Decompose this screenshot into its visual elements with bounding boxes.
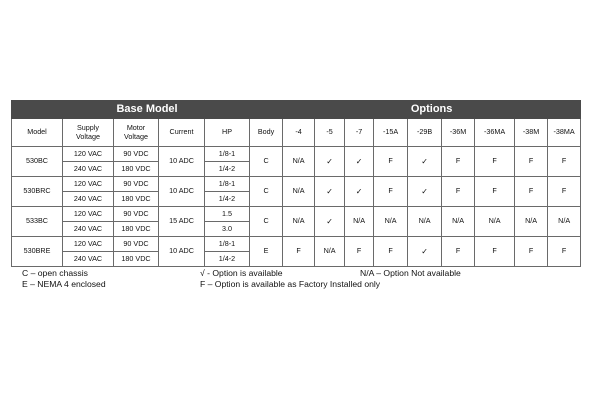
supply-voltage-cell: 120 VAC <box>63 177 114 192</box>
option-cell: F <box>475 177 515 207</box>
hp-cell: 1/8-1 <box>205 147 250 162</box>
body-cell: C <box>250 207 283 237</box>
option-cell: F <box>515 237 548 267</box>
column-header-text: Model <box>27 127 47 137</box>
option-cell: ✓ <box>315 177 345 207</box>
current-cell: 10 ADC <box>159 177 205 207</box>
column-header <box>12 119 63 147</box>
option-cell: N/A <box>315 237 345 267</box>
option-cell: F <box>374 177 408 207</box>
option-cell: F <box>283 237 315 267</box>
current-cell: 10 ADC <box>159 147 205 177</box>
body-cell: E <box>250 237 283 267</box>
option-cell: F <box>475 237 515 267</box>
option-cell: ✓ <box>315 147 345 177</box>
column-header-text: -38MA <box>553 127 575 137</box>
table-row <box>12 177 581 192</box>
table-row <box>12 147 581 162</box>
option-cell: F <box>374 237 408 267</box>
hp-cell: 1/8-1 <box>205 237 250 252</box>
column-header-text: HP <box>222 127 232 137</box>
option-cell: F <box>442 147 475 177</box>
column-header-text: Voltage <box>124 131 148 141</box>
hp-cell: 1/4-2 <box>205 162 250 177</box>
model-cell: 530BRE <box>12 237 63 267</box>
supply-voltage-cell: 240 VAC <box>63 192 114 207</box>
column-header <box>345 119 374 147</box>
column-header-row <box>12 119 581 147</box>
option-cell: N/A <box>345 207 374 237</box>
column-header-text: -38M <box>522 127 540 137</box>
hp-cell: 3.0 <box>205 222 250 237</box>
option-cell: F <box>345 237 374 267</box>
column-header <box>548 119 581 147</box>
column-header <box>475 119 515 147</box>
supply-voltage-cell: 120 VAC <box>63 147 114 162</box>
column-header <box>63 119 114 147</box>
option-cell: N/A <box>408 207 442 237</box>
column-header-text: -36M <box>449 127 467 137</box>
column-header <box>159 119 205 147</box>
supply-voltage-cell: 240 VAC <box>63 162 114 177</box>
column-header-text: Current <box>169 127 194 137</box>
model-options-table <box>11 100 581 267</box>
option-cell: N/A <box>442 207 475 237</box>
column-header-text: Body <box>257 127 275 137</box>
model-cell: 530BC <box>12 147 63 177</box>
motor-voltage-cell: 90 VDC <box>114 207 159 222</box>
motor-voltage-cell: 90 VDC <box>114 237 159 252</box>
column-header-text: -4 <box>295 127 302 137</box>
option-cell: N/A <box>515 207 548 237</box>
supply-voltage-cell: 240 VAC <box>63 222 114 237</box>
motor-voltage-cell: 90 VDC <box>114 177 159 192</box>
option-cell: F <box>515 177 548 207</box>
supply-voltage-cell: 240 VAC <box>63 252 114 267</box>
column-header <box>205 119 250 147</box>
column-header <box>408 119 442 147</box>
body-cell: C <box>250 147 283 177</box>
model-cell: 533BC <box>12 207 63 237</box>
option-cell: F <box>548 147 581 177</box>
legend-nema4: E – NEMA 4 enclosed <box>22 279 106 289</box>
option-cell: ✓ <box>315 207 345 237</box>
option-cell: ✓ <box>408 147 442 177</box>
option-cell: F <box>442 237 475 267</box>
column-header-text: -15A <box>382 127 399 137</box>
option-cell: N/A <box>374 207 408 237</box>
option-cell: F <box>442 177 475 207</box>
legend-open-chassis: C – open chassis <box>22 268 88 278</box>
option-cell: N/A <box>283 177 315 207</box>
option-cell: F <box>548 177 581 207</box>
hp-cell: 1.5 <box>205 207 250 222</box>
model-cell: 530BRC <box>12 177 63 207</box>
column-header <box>250 119 283 147</box>
option-cell: F <box>374 147 408 177</box>
column-header-text: -36MA <box>483 127 506 137</box>
legend-factory: F – Option is available as Factory Installed only <box>200 279 381 289</box>
option-cell: F <box>515 147 548 177</box>
column-header <box>374 119 408 147</box>
option-cell: ✓ <box>408 237 442 267</box>
base-model-header: Base Model <box>12 101 283 119</box>
column-header-text: Motor <box>126 123 146 133</box>
column-header <box>283 119 315 147</box>
option-cell: F <box>475 147 515 177</box>
column-header-text: -29B <box>416 127 433 137</box>
option-cell: F <box>548 237 581 267</box>
column-header <box>515 119 548 147</box>
group-header-row <box>12 101 581 119</box>
column-header <box>114 119 159 147</box>
column-header-text: Voltage <box>76 131 100 141</box>
motor-voltage-cell: 90 VDC <box>114 147 159 162</box>
motor-voltage-cell: 180 VDC <box>114 192 159 207</box>
motor-voltage-cell: 180 VDC <box>114 222 159 237</box>
table-row <box>12 207 581 222</box>
supply-voltage-cell: 120 VAC <box>63 207 114 222</box>
current-cell: 10 ADC <box>159 237 205 267</box>
motor-voltage-cell: 180 VDC <box>114 162 159 177</box>
option-cell: N/A <box>548 207 581 237</box>
option-cell: ✓ <box>345 177 374 207</box>
legend-available: √ - Option is available <box>200 268 283 278</box>
option-cell: ✓ <box>408 177 442 207</box>
option-cell: ✓ <box>345 147 374 177</box>
options-header: Options <box>283 101 581 119</box>
hp-cell: 1/4-2 <box>205 192 250 207</box>
option-cell: N/A <box>283 207 315 237</box>
legend-not-available: N/A – Option Not available <box>360 268 461 278</box>
column-header-text: Supply <box>77 123 99 133</box>
option-cell: N/A <box>283 147 315 177</box>
column-header-text: -5 <box>326 127 333 137</box>
supply-voltage-cell: 120 VAC <box>63 237 114 252</box>
motor-voltage-cell: 180 VDC <box>114 252 159 267</box>
column-header-text: -7 <box>355 127 363 137</box>
column-header <box>315 119 345 147</box>
column-header <box>442 119 475 147</box>
option-cell: N/A <box>475 207 515 237</box>
table-row <box>12 237 581 252</box>
hp-cell: 1/8-1 <box>205 177 250 192</box>
hp-cell: 1/4-2 <box>205 252 250 267</box>
body-cell: C <box>250 177 283 207</box>
current-cell: 15 ADC <box>159 207 205 237</box>
